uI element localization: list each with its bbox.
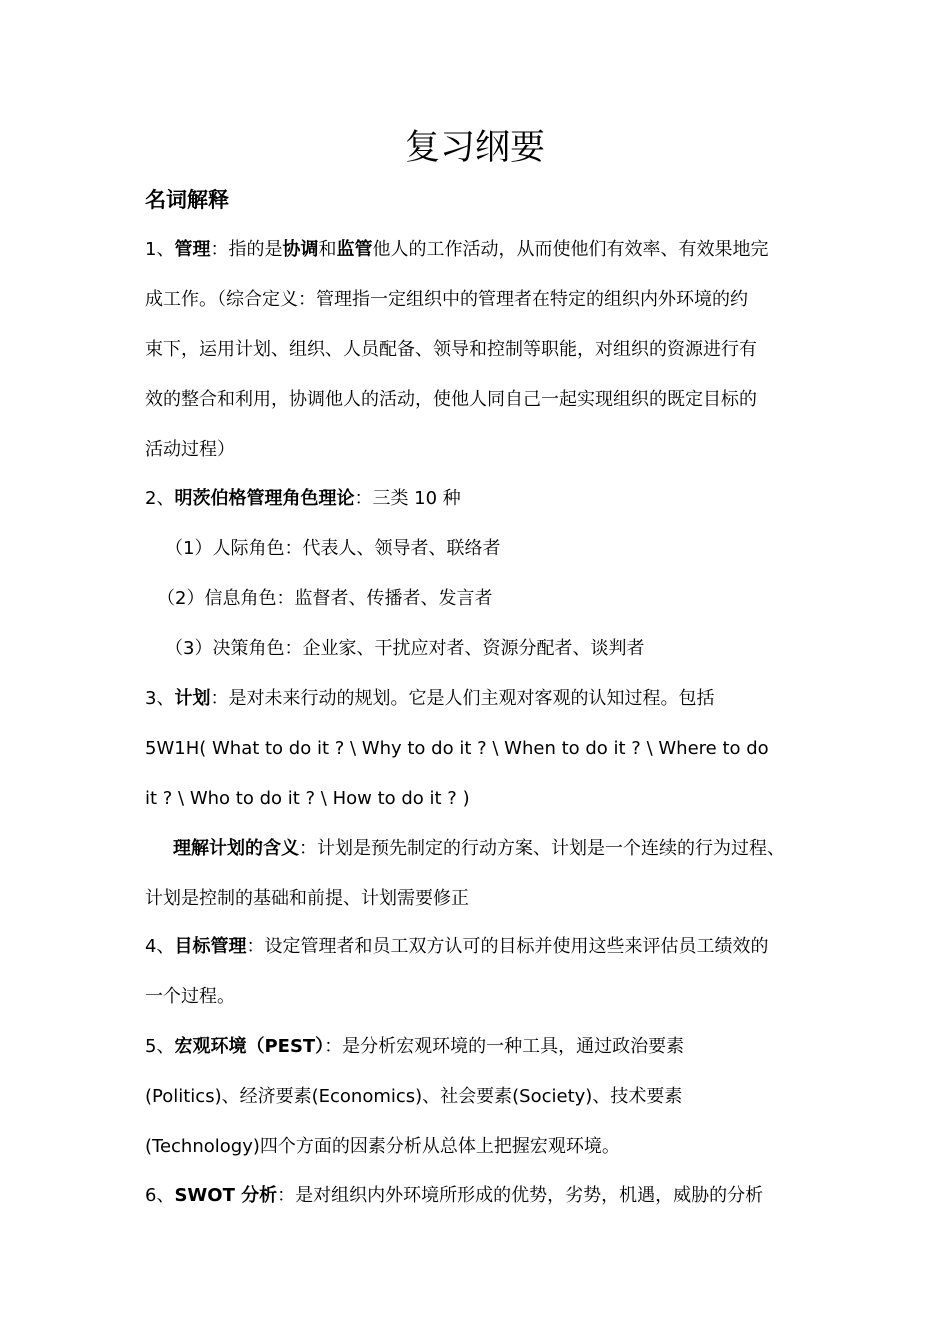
item-number: 5、 — [145, 1036, 175, 1057]
item-management-line-4: 效的整合和利用，协调他人的活动，使他人同自己一起实现组织的既定目标的 — [145, 389, 757, 410]
planning-meaning-line-1 — [145, 824, 825, 874]
planning-meaning-line-2: 计划是控制的基础和前提、计划需要修正 — [145, 888, 469, 909]
role-informational: （2）信息角色：监督者、传播者、发言者 — [157, 588, 493, 609]
item-management — [145, 225, 825, 475]
item-mbo-line-2: 一个过程。 — [145, 986, 235, 1007]
item-mbo-line-1 — [145, 922, 825, 972]
item-text: 和 — [318, 239, 337, 260]
item-number: 4、 — [145, 936, 175, 957]
section-heading: 名词解释 — [145, 188, 229, 212]
item-term: 管理 — [174, 239, 211, 260]
item-number: 2、 — [145, 488, 175, 509]
item-management-line-1 — [145, 225, 825, 275]
item-pest-line-1 — [145, 1022, 825, 1072]
item-management-line-2: 成工作。（综合定义：管理指一定组织中的管理者在特定的组织内外环境的约 — [145, 289, 748, 310]
item-text: ：计划是预先制定的行动方案、计划是一个连续的行为过程、 — [299, 838, 785, 859]
item-mintzberg-line-1 — [145, 474, 825, 524]
item-pest — [145, 1022, 825, 1172]
item-planning-line-1 — [145, 674, 825, 724]
role-decisional: （3）决策角色：企业家、干扰应对者、资源分配者、谈判者 — [165, 638, 645, 659]
item-number: 1、 — [145, 239, 175, 260]
emphasis-text: 监管 — [336, 239, 373, 260]
item-management-line-5: 活动过程） — [145, 439, 235, 460]
item-mbo — [145, 922, 825, 1022]
item-planning — [145, 674, 825, 924]
document-title: 复习纲要 — [404, 128, 545, 168]
item-planning-line-2: 5W1H( What to do it ? \ Why to do it ? \ When to do it ? \ Where to do — [145, 738, 769, 759]
item-number: 6、 — [145, 1185, 175, 1206]
item-text: ：是分析宏观环境的一种工具，通过政治要素 — [324, 1036, 685, 1057]
planning-meaning-term: 理解计划的含义 — [173, 838, 299, 859]
item-text: 他人的工作活动，从而使他们有效率、有效果地完 — [372, 239, 769, 260]
item-term: 目标管理 — [174, 936, 247, 957]
item-term: 明茨伯格管理角色理论 — [174, 488, 355, 509]
item-mintzberg — [145, 474, 825, 524]
item-text: ：三类 10 种 — [354, 488, 461, 509]
item-text: ：设定管理者和员工双方认可的目标并使用这些来评估员工绩效的 — [246, 936, 769, 957]
item-pest-line-2: (Politics)、经济要素(Economics)、社会要素(Society)、技术要素 — [145, 1086, 683, 1107]
role-interpersonal: （1）人际角色：代表人、领导者、联络者 — [165, 538, 501, 559]
item-pest-line-3: (Technology)四个方面的因素分析从总体上把握宏观环境。 — [145, 1136, 620, 1157]
item-planning-line-3: it ? \ Who to do it ? \ How to do it ? ) — [145, 788, 470, 809]
item-term: SWOT 分析 — [174, 1185, 278, 1206]
emphasis-text: 协调 — [282, 239, 319, 260]
item-term: 计划 — [174, 688, 211, 709]
item-swot — [145, 1171, 825, 1221]
item-text: ：是对未来行动的规划。它是人们主观对客观的认知过程。包括 — [210, 688, 715, 709]
item-text: ：是对组织内外环境所形成的优势，劣势，机遇，威胁的分析 — [277, 1185, 764, 1206]
item-term: 宏观环境（PEST） — [174, 1036, 325, 1057]
item-management-line-3: 束下，运用计划、组织、人员配备、领导和控制等职能，对组织的资源进行有 — [145, 339, 757, 360]
item-number: 3、 — [145, 688, 175, 709]
item-text: ：指的是 — [210, 239, 283, 260]
item-swot-line-1 — [145, 1171, 825, 1221]
